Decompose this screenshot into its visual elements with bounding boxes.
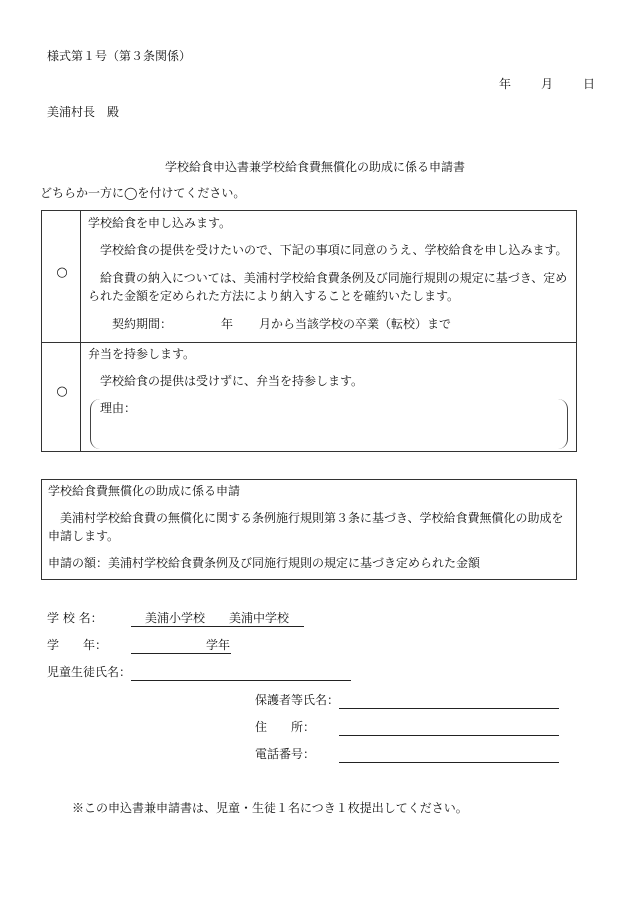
student-name-label: 児童生徒氏名： xyxy=(47,665,132,679)
row-divider xyxy=(42,342,576,343)
subsidy-box xyxy=(41,479,577,580)
guardian-name-label: 保護者等氏名： xyxy=(255,693,340,707)
option-apply-mark[interactable]: ○ xyxy=(56,265,68,280)
contract-period-rest: 月から当該学校の卒業（転校）まで xyxy=(259,317,452,331)
date-year: 年 xyxy=(499,77,512,91)
option-apply-para1: 学校給食の提供を受けたいので、下記の事項に同意のうえ、学校給食を申し込みます。 xyxy=(100,243,568,257)
addressee: 美浦村長 殿 xyxy=(47,105,120,119)
date-line xyxy=(499,76,595,92)
address-label: 住 所： xyxy=(255,720,316,734)
school-option-elementary[interactable]: 美浦小学校 xyxy=(145,611,206,625)
grade-suffix: 学年 xyxy=(206,638,231,652)
reason-label: 理由： xyxy=(100,401,137,415)
subsidy-heading: 学校給食費無償化の助成に係る申請 xyxy=(48,484,241,498)
school-name-label: 学 校 名： xyxy=(47,611,103,625)
option-apply-para2-line1: 給食費の納入については、美浦村学校給食費条例及び同施行規則の規定に基づき、定め xyxy=(100,271,568,285)
options-table xyxy=(41,210,577,452)
contract-period-label: 契約期間： xyxy=(112,317,173,331)
column-divider xyxy=(80,211,81,451)
subsidy-para-line2: 申請します。 xyxy=(48,529,120,543)
form-number: 様式第１号（第３条関係） xyxy=(47,49,192,63)
grade-label: 学 年： xyxy=(47,638,108,652)
guardian-name-field[interactable] xyxy=(339,693,559,709)
option-apply-heading: 学校給食を申し込みます。 xyxy=(88,216,232,230)
student-name-field[interactable] xyxy=(131,665,351,681)
subsidy-para-line1: 美浦村学校給食費の無償化に関する条例施行規則第３条に基づき、学校給食費無償化の助成を xyxy=(60,511,564,525)
option-bento-mark[interactable]: ○ xyxy=(56,384,68,399)
phone-field[interactable] xyxy=(339,747,559,763)
reason-bracket[interactable] xyxy=(90,399,568,449)
option-bento-heading: 弁当を持参します。 xyxy=(88,347,196,361)
document-title: 学校給食申込書兼学校給食費無償化の助成に係る申請書 xyxy=(164,160,465,174)
school-option-junior-high[interactable]: 美浦中学校 xyxy=(229,611,290,625)
date-day: 日 xyxy=(583,77,596,91)
instruction-text: どちらか一方に◯を付けてください。 xyxy=(40,186,246,200)
date-month: 月 xyxy=(541,77,554,91)
subsidy-amount: 申請の額：美浦村学校給食費条例及び同施行規則の規定に基づき定められた金額 xyxy=(48,556,481,570)
option-bento-para: 学校給食の提供は受けずに、弁当を持参します。 xyxy=(100,374,364,388)
footnote: ※この申込書兼申請書は、児童・生徒１名につき１枚提出してください。 xyxy=(72,801,468,815)
option-apply-para2-line2: られた金額を定められた方法により納入することを確約いたします。 xyxy=(88,289,460,303)
address-field[interactable] xyxy=(339,720,559,736)
phone-label: 電話番号： xyxy=(255,747,316,761)
contract-year: 年 xyxy=(221,317,234,331)
